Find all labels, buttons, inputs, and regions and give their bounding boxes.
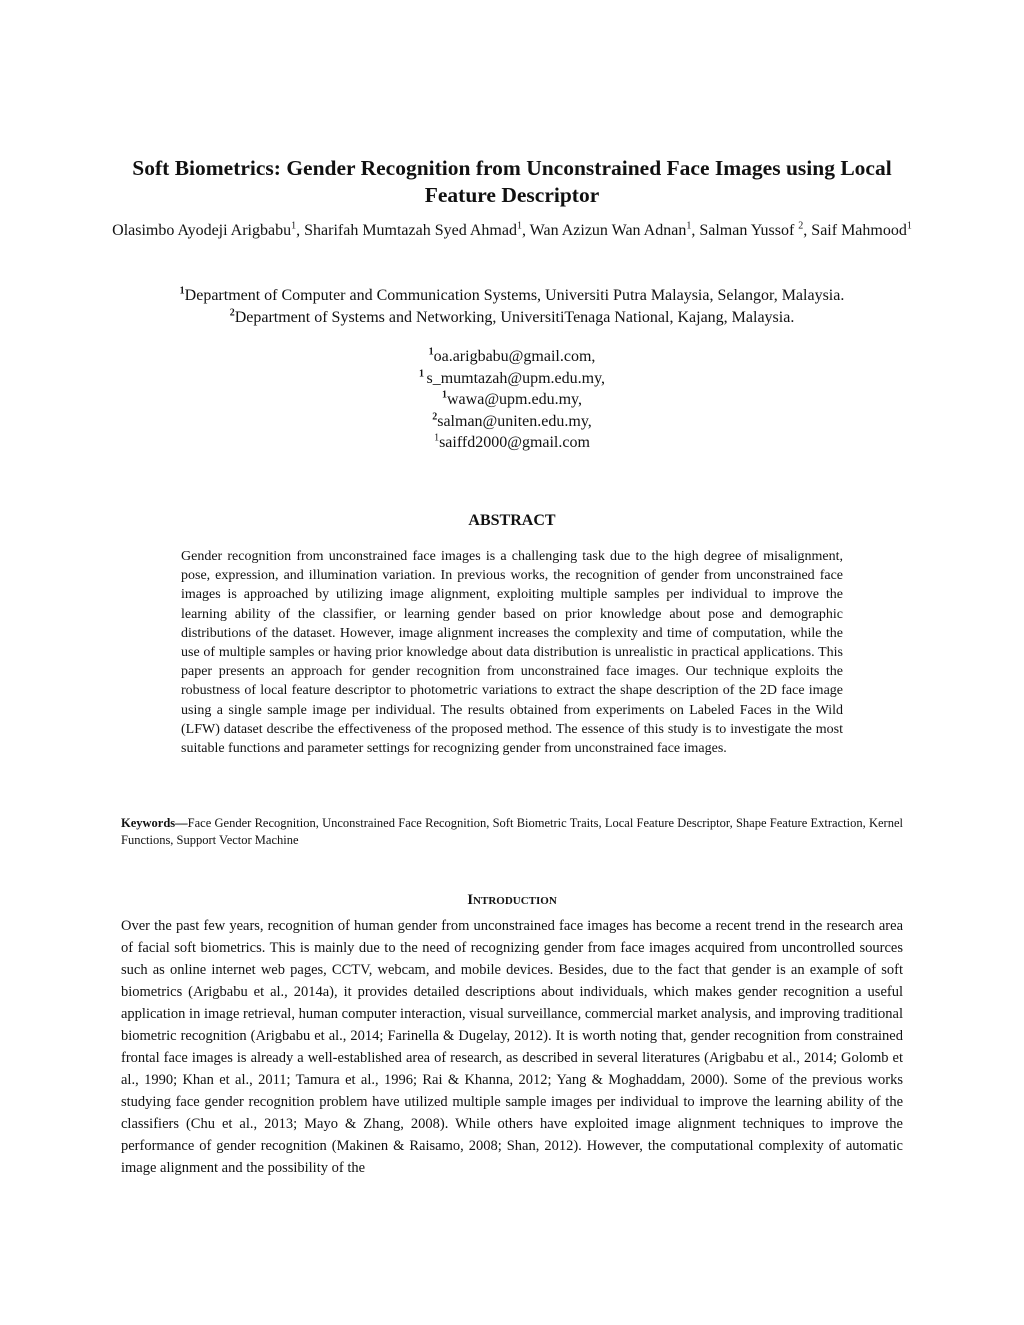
- affiliation: $^2$Department of Systems and Networking, UniversitiTenaga National, Kajang, Malaysia.: [229, 307, 795, 326]
- email[interactable]: $^1$saiffd2000@gmail.com: [434, 432, 590, 451]
- affiliation: $^1$Department of Computer and Communication Systems, Universiti Putra Malaysia, Selangor, Malaysia.: [179, 285, 845, 304]
- introduction-text: Over the past few years, recognition of human gender from unconstrained face images has become a recent trend in the research area of facial soft biometrics. This is mainly due to the need of recognizing gender from face images acquired from uncontrolled sources such as online internet web pages, CCTV, webcam, and mobile devices. Besides, due to the fact that gender is an example of soft biometrics (Arigbabu et al., 2014a), it provides detailed descriptions about individuals, which makes gender recognition a useful application in image retrieval, human computer interaction, visual surveillance, commercial market analysis, and improving traditional biometric recognition (Arigbabu et al., 2014; Farinella & Dugelay, 2012). It is worth noting that, gender recognition from constrained frontal face images is already a well-established area of research, as described in several literatures (Arigbabu et al., 2014; Golomb et al., 1990; Khan et al., 2011; Tamura et al., 1996; Rai & Khanna, 2012; Yang & Moghaddam, 2000). Some of the previous works studying face gender recognition problem have utilized multiple sample images per individual to improve the learning ability of the classifiers (Chu et al., 2013; Mayo & Zhang, 2008). While others have exploited image alignment techniques to improve the performance of gender recognition (Makinen & Raisamo, 2008; Shan, 2012). However, the computational complexity of automatic image alignment and the possibility of the: [121, 918, 903, 1176]
- author: Saif Mahmood$^1$: [811, 220, 912, 239]
- abstract-text: Gender recognition from unconstrained face images is a challenging task due to the high degree of misalignment, pose, expression, and illumination variation. In previous works, the recognition of gender from unconstrained face images is approached by utilizing image alignment, exploiting multiple samples per individual to improve the learning ability of the classifier, or learning gender based on prior knowledge about pose and demographic distributions of the dataset. However, image alignment increases the complexity and time of computation, while the use of multiple samples or having prior knowledge about data distribution is unrealistic in practical applications. This paper presents an approach for gender recognition from unconstrained face images. Our technique exploits the robustness of local feature descriptor to photometric variations to extract the shape description of the 2D face image using a single sample image per individual. The results obtained from experiments on Labeled Faces in the Wild (LFW) dataset describe the effectiveness of the proposed method. The essence of this study is to investigate the most suitable functions and parameter settings for recognizing gender from unconstrained face images.: [181, 549, 843, 757]
- author: Wan Azizun Wan Adnan$^1$,: [529, 220, 700, 239]
- email-list: [300, 346, 724, 454]
- author: Salman Yussof $^2$,: [699, 220, 812, 239]
- email[interactable]: $^1$ s_mumtazah@upm.edu.my,: [418, 368, 606, 387]
- keywords-label: Keywords—: [121, 816, 188, 830]
- keywords: [121, 815, 903, 849]
- email[interactable]: $^1$wawa@upm.edu.my,: [442, 389, 582, 408]
- affiliations: [90, 285, 934, 329]
- email[interactable]: $^1$oa.arigbabu@gmail.com,: [428, 346, 596, 365]
- author-list: [110, 220, 914, 241]
- author: Olasimbo Ayodeji Arigbabu$^1$,: [112, 220, 305, 239]
- author: Sharifah Mumtazah Syed Ahmad$^1$,: [304, 220, 530, 239]
- introduction-heading: Introduction: [467, 892, 557, 908]
- abstract-heading: ABSTRACT: [468, 512, 556, 529]
- keywords-text: Face Gender Recognition, Unconstrained Face Recognition, Soft Biometric Traits, Local Feature Descriptor, Shape Feature Extraction, Kernel Functions, Support Vector Machine: [121, 816, 903, 847]
- paper-title: Soft Biometrics: Gender Recognition from Unconstrained Face Images using Local Feature Descriptor: [132, 156, 892, 207]
- email[interactable]: $^2$salman@uniten.edu.my,: [432, 411, 592, 430]
